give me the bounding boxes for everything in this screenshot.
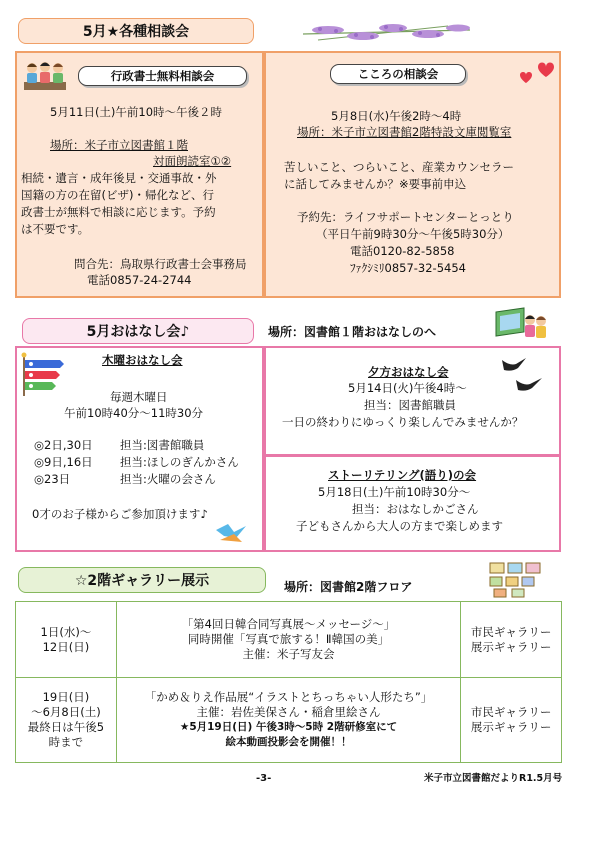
picture-frames-icon	[488, 561, 546, 599]
publication-name: 米子市立図書館だよりR1.5月号	[424, 773, 563, 784]
carp-streamer-icon	[20, 352, 66, 396]
gallery-notice-line: 絵本動画投影会を開催！！	[225, 736, 352, 748]
origami-crane-icon	[214, 520, 248, 546]
mind-consult-date: 5月8日(水)午後2時～4時	[331, 109, 462, 123]
legal-consult-body-3: 政書士が無料で相談に応じます。予約	[21, 205, 216, 219]
mind-consult-body-1: 苦しいこと、つらいこと、産業カウンセラー	[284, 160, 514, 174]
thursday-days-1: ◎2日,30日	[34, 438, 93, 452]
page-number: -3-	[256, 773, 272, 784]
legal-consult-date: 5月11日(土)午前10時～午後２時	[50, 105, 223, 119]
gallery-date-line: 時まで	[48, 735, 84, 749]
consult-header	[18, 18, 254, 44]
gallery-desc-line: 主催：米子写友会	[242, 647, 335, 661]
legal-consult-title-text: 行政書士無料相談会	[110, 69, 215, 83]
gallery-room-line: 市民ギャラリー	[470, 705, 552, 719]
thursday-who-2: 担当:ほしのぎんかさん	[120, 455, 239, 469]
gallery-date-line: 最終日は午後5	[27, 720, 105, 734]
lavender-icon	[298, 16, 476, 46]
gallery-desc-line: 「第4回日韓合同写真展～メッセージ～」	[181, 617, 396, 631]
gallery-desc-cell	[116, 602, 460, 678]
gallery-desc-line: 「かめ＆りえ作品展“イラストとちっちゃい人形たち”」	[144, 690, 433, 704]
evening-story-date: 5月14日(火)午後4時～	[348, 381, 467, 395]
thursday-story-title: 木曜おはなし会	[102, 353, 183, 367]
swallow-birds-icon	[496, 356, 552, 394]
thursday-who-1: 担当:図書館職員	[120, 438, 205, 452]
gallery-table	[15, 601, 562, 763]
legal-consult-phone: 電話0857-24-2744	[87, 273, 192, 287]
story-header-text: 5月おはなし会♪	[86, 324, 190, 340]
gallery-header-text: ☆2階ギャラリー展示	[74, 573, 210, 589]
thursday-story-weekly: 毎週木曜日	[110, 390, 168, 404]
gallery-room-line: 展示ギャラリー	[470, 720, 552, 734]
gallery-desc-line: 同時開催「写真で旅する！Ⅱ韓国の美」	[187, 632, 390, 646]
gallery-date-line: 19日(日)	[42, 690, 90, 704]
legal-consult-contact: 問合先：鳥取県行政書士会事務局	[74, 257, 247, 271]
thursday-days-2: ◎9日,16日	[34, 455, 93, 469]
evening-story-who: 担当：図書館職員	[364, 398, 456, 412]
gallery-notice-line: ★5月19日(日) 午後3時～5時 2階研修室にて	[179, 721, 398, 733]
evening-story-title: 夕方おはなし会	[368, 365, 449, 379]
mind-consult-body-2: に話してみませんか？※要事前申込	[284, 177, 467, 191]
legal-consult-body-2: 国籍の方の在留(ビザ)・帰化など、行	[21, 188, 214, 202]
gallery-date-line: ～6月8日(土)	[31, 705, 101, 719]
mind-consult-phone: 電話0120-82-5858	[350, 244, 455, 258]
storytelling-date: 5月18日(土)午前10時30分～	[318, 485, 471, 499]
thursday-story-time: 午前10時40分～11時30分	[64, 406, 204, 420]
legal-consult-body-4: は不要です。	[21, 222, 90, 236]
consult-header-text: 5月★各種相談会	[82, 24, 190, 40]
evening-story-body: 一日の終わりにゆっくり楽しんでみませんか？	[282, 415, 524, 429]
thursday-who-3: 担当:火曜の会さん	[120, 472, 216, 486]
legal-consult-body-1: 相続・遺言・成年後見・交通事故・外	[21, 171, 217, 185]
storytelling-title: ストーリテリング(語り)の会	[328, 468, 477, 482]
gallery-header	[18, 567, 266, 593]
gallery-room-line: 市民ギャラリー	[470, 624, 552, 639]
story-place: 場所：図書館１階おはなしのへ	[268, 325, 437, 339]
mind-consult-hours: （平日午前9時30分～午後5時30分）	[316, 227, 510, 241]
gallery-date-line: 12日(日)	[42, 639, 90, 654]
gallery-date-line: 1日(水)～	[40, 624, 92, 639]
people-consult-icon	[20, 58, 70, 94]
mind-consult-title-text: こころの相談会	[357, 67, 439, 81]
mind-consult-reserve: 予約先：ライフサポートセンターとっとり	[297, 210, 514, 224]
thursday-days-3: ◎23日	[34, 472, 71, 486]
gallery-room-cell	[461, 602, 562, 678]
gallery-room-line: 展示ギャラリー	[470, 639, 552, 654]
mind-consult-title	[330, 64, 466, 84]
children-reading-icon	[494, 306, 548, 340]
hearts-icon	[516, 60, 556, 88]
gallery-desc-line: 主催：岩佐美保さん・稲倉里絵さん	[196, 705, 381, 719]
gallery-date-cell	[16, 602, 117, 678]
gallery-date-cell	[16, 678, 117, 763]
storytelling-who: 担当：おはなしかごさん	[352, 502, 479, 516]
gallery-desc-cell	[116, 678, 460, 763]
gallery-room-cell	[461, 678, 562, 763]
mind-consult-place: 場所：米子市立図書館2階特設文庫閲覧室	[297, 125, 512, 139]
table-row	[16, 678, 562, 763]
gallery-place: 場所：図書館2階フロア	[284, 580, 413, 594]
legal-consult-room: 対面朗読室①②	[153, 154, 232, 168]
table-row	[16, 602, 562, 678]
legal-consult-place: 場所：米子市立図書館１階	[50, 138, 188, 152]
story-header	[22, 318, 254, 344]
thursday-story-note: 0才のお子様からご参加頂けます♪	[32, 507, 208, 521]
storytelling-body: 子どもさんから大人の方まで楽しめます	[296, 519, 503, 533]
legal-consult-title	[78, 66, 247, 86]
mind-consult-fax: ﾌｧｸｼﾐﾘ0857-32-5454	[350, 261, 466, 275]
